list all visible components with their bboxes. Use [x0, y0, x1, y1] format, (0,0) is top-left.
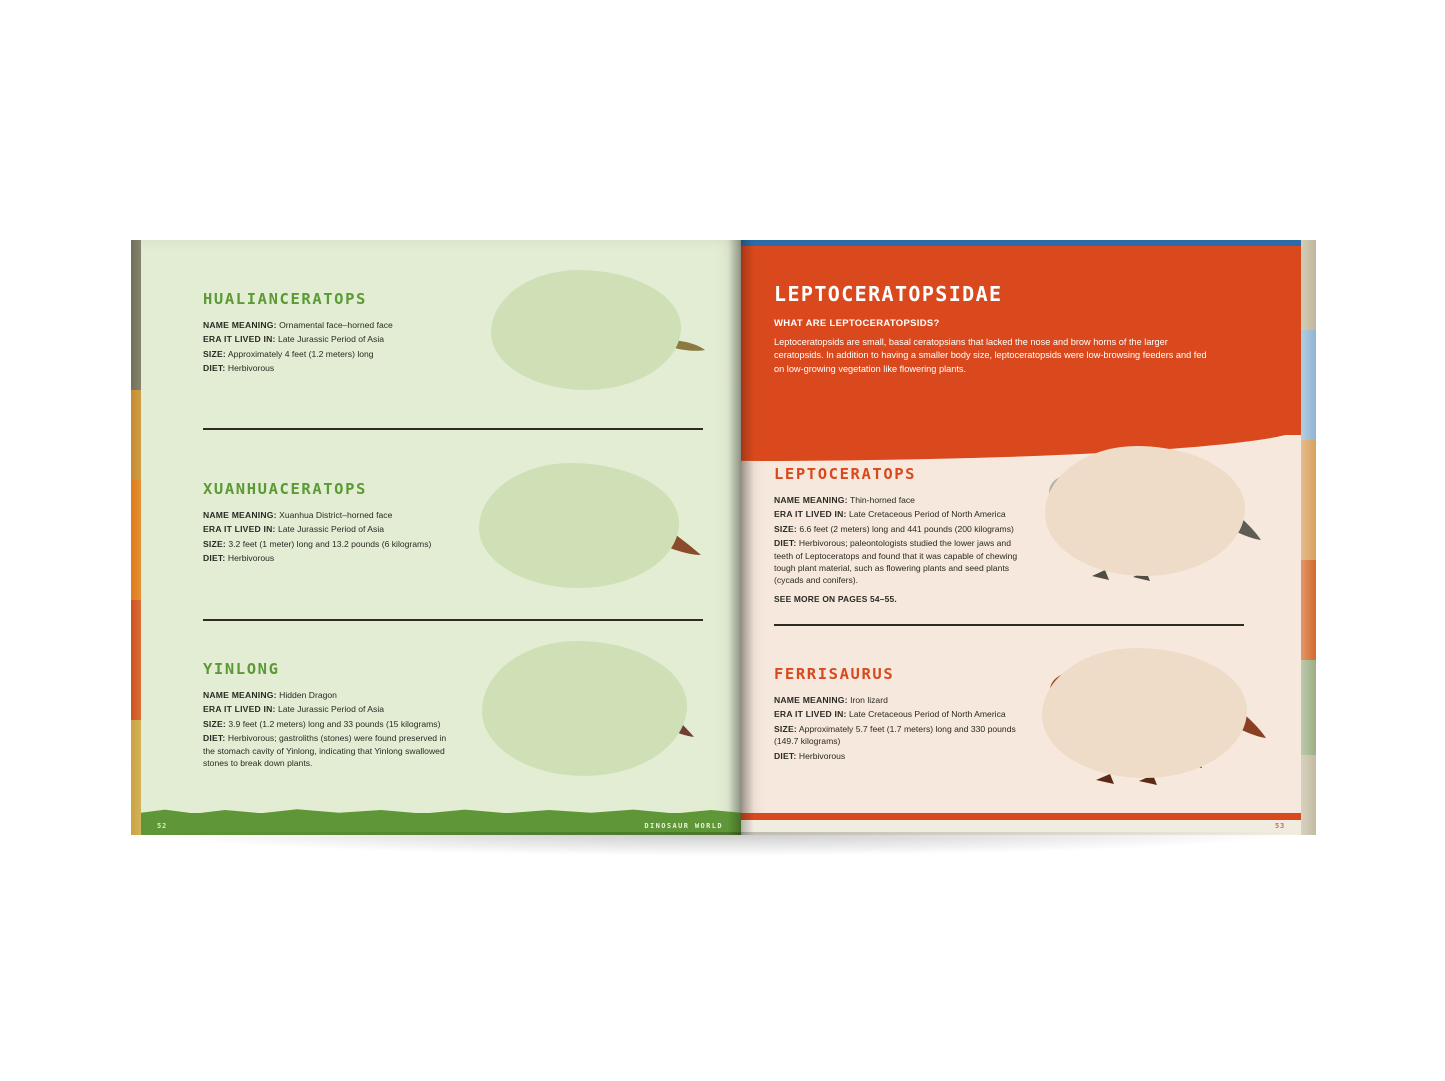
section-subheading: WHAT ARE LEPTOCERATOPSIDS? — [774, 318, 940, 329]
spec-label: ERA IT LIVED IN: — [774, 709, 847, 720]
spec-name-meaning — [203, 509, 453, 521]
spec-era — [774, 508, 1019, 520]
running-head: DINOSAUR WORLD — [644, 822, 723, 830]
footer-orange-strip — [741, 813, 1301, 820]
leptoceratops-illustration — [1031, 440, 1271, 590]
open-book — [131, 240, 1316, 835]
spec-value: Approximately 4 feet (1.2 meters) long — [227, 348, 374, 359]
spec-value: Late Jurassic Period of Asia — [277, 334, 385, 345]
spec-value: Xuanhua District–horned face — [279, 510, 393, 520]
section-header-banner — [741, 240, 1301, 435]
spec-size — [203, 538, 453, 550]
spec-size — [203, 718, 453, 730]
spec-diet — [774, 750, 1019, 762]
hualianceratops-illustration — [471, 260, 711, 400]
spec-value: 6.6 feet (2 meters) long and 441 pounds (200 kilograms) — [799, 523, 1014, 534]
spec-size — [774, 523, 1019, 535]
entry-title: HUALIANCERATOPS — [203, 290, 367, 308]
entry-divider — [774, 624, 1244, 626]
spec-label: SIZE: — [203, 348, 226, 359]
header-top-strip — [741, 240, 1301, 246]
spec-label: SIZE: — [774, 723, 797, 734]
page-number-right: 53 — [1274, 822, 1285, 830]
section-title: LEPTOCERATOPSIDAE — [774, 282, 1003, 306]
entry-divider — [203, 619, 703, 621]
spec-label: ERA IT LIVED IN: — [774, 509, 847, 520]
spec-label: NAME MEANING: — [203, 690, 277, 700]
spec-value: 3.2 feet (1 meter) long and 13.2 pounds (6 kilograms) — [228, 538, 432, 549]
left-page — [141, 240, 741, 835]
spec-label: NAME MEANING: — [774, 495, 848, 505]
spec-label: ERA IT LIVED IN: — [203, 704, 276, 715]
right-page — [741, 240, 1301, 835]
spec-value: Late Jurassic Period of Asia — [277, 524, 385, 535]
spec-era — [203, 523, 453, 535]
spec-label: SIZE: — [203, 538, 226, 549]
entry-title: XUANHUACERATOPS — [203, 480, 367, 498]
spec-name-meaning — [203, 689, 453, 701]
spec-value: Herbivorous — [227, 363, 275, 374]
spec-diet — [203, 732, 453, 769]
spec-label: SIZE: — [203, 718, 226, 729]
spec-value: 3.9 feet (1.2 meters) long and 33 pounds (15 kilograms) — [228, 718, 441, 729]
spec-value: Iron lizard — [850, 695, 888, 705]
spec-label: DIET: — [774, 750, 797, 761]
entry-divider — [203, 428, 703, 430]
spec-label: DIET: — [203, 733, 226, 744]
spec-value: Ornamental face–horned face — [279, 320, 393, 330]
spec-value: Herbivorous — [227, 553, 275, 564]
right-page-footer — [741, 813, 1301, 835]
spec-label: DIET: — [774, 538, 797, 549]
spec-diet — [203, 552, 453, 564]
spec-value: Thin-horned face — [849, 495, 915, 505]
ferrisaurus-illustration — [1026, 640, 1276, 795]
spec-size — [774, 723, 1019, 748]
spec-label: ERA IT LIVED IN: — [203, 334, 276, 345]
spec-value: Late Jurassic Period of Asia — [277, 704, 385, 715]
spec-value: Late Cretaceous Period of North America — [848, 709, 1006, 720]
spec-diet — [203, 362, 453, 374]
spec-label: SIZE: — [774, 523, 797, 534]
entry-title: FERRISAURUS — [774, 665, 895, 683]
page-number-left: 52 — [157, 822, 168, 830]
spec-value: Late Cretaceous Period of North America — [848, 509, 1006, 520]
spec-value: Herbivorous — [798, 750, 846, 761]
spec-era — [203, 333, 453, 345]
spec-size — [203, 348, 453, 360]
spec-label: DIET: — [203, 363, 226, 374]
spec-value: Hidden Dragon — [279, 690, 337, 700]
spec-diet — [774, 537, 1019, 587]
spec-value: Approximately 5.7 feet (1.7 meters) long and 330 pounds (149.7 kilograms) — [774, 723, 1016, 747]
spec-value: Herbivorous; gastroliths (stones) were found preserved in the stomach cavity of Yinlong, indicating that Yinlong swallowed stones to break down plants. — [203, 733, 447, 769]
footer-torn-edge — [141, 808, 741, 816]
spec-label: DIET: — [203, 553, 226, 564]
spec-name-meaning — [774, 494, 1019, 506]
spec-value: Herbivorous; paleontologists studied the lower jaws and teeth of Leptoceratops and found that it was capable of chewing tough plant material, such as flowering plants and seed plants (cycads and conifers). — [774, 538, 1018, 586]
entry-title: YINLONG — [203, 660, 280, 678]
section-body-text: Leptoceratopsids are small, basal ceratopsians that lacked the nose and brow horns of the larger ceratopsids. In addition to having a smaller body size, leptoceratopsids were low-browsing feeders and fed on low-growing vegetation like flowering plants. — [774, 337, 1207, 374]
entry-title: LEPTOCERATOPS — [774, 465, 917, 483]
spec-era — [774, 708, 1019, 720]
spec-label: ERA IT LIVED IN: — [203, 524, 276, 535]
spec-name-meaning — [203, 319, 453, 331]
spec-label: NAME MEANING: — [774, 695, 848, 705]
left-page-footer — [141, 813, 741, 835]
spec-name-meaning — [774, 694, 1019, 706]
see-more-note: SEE MORE ON PAGES 54–55. — [774, 593, 897, 604]
xuanhuaceratops-illustration — [461, 455, 711, 605]
spec-label: NAME MEANING: — [203, 320, 277, 330]
yinlong-illustration — [466, 635, 716, 795]
spec-label: NAME MEANING: — [203, 510, 277, 520]
spec-era — [203, 703, 453, 715]
